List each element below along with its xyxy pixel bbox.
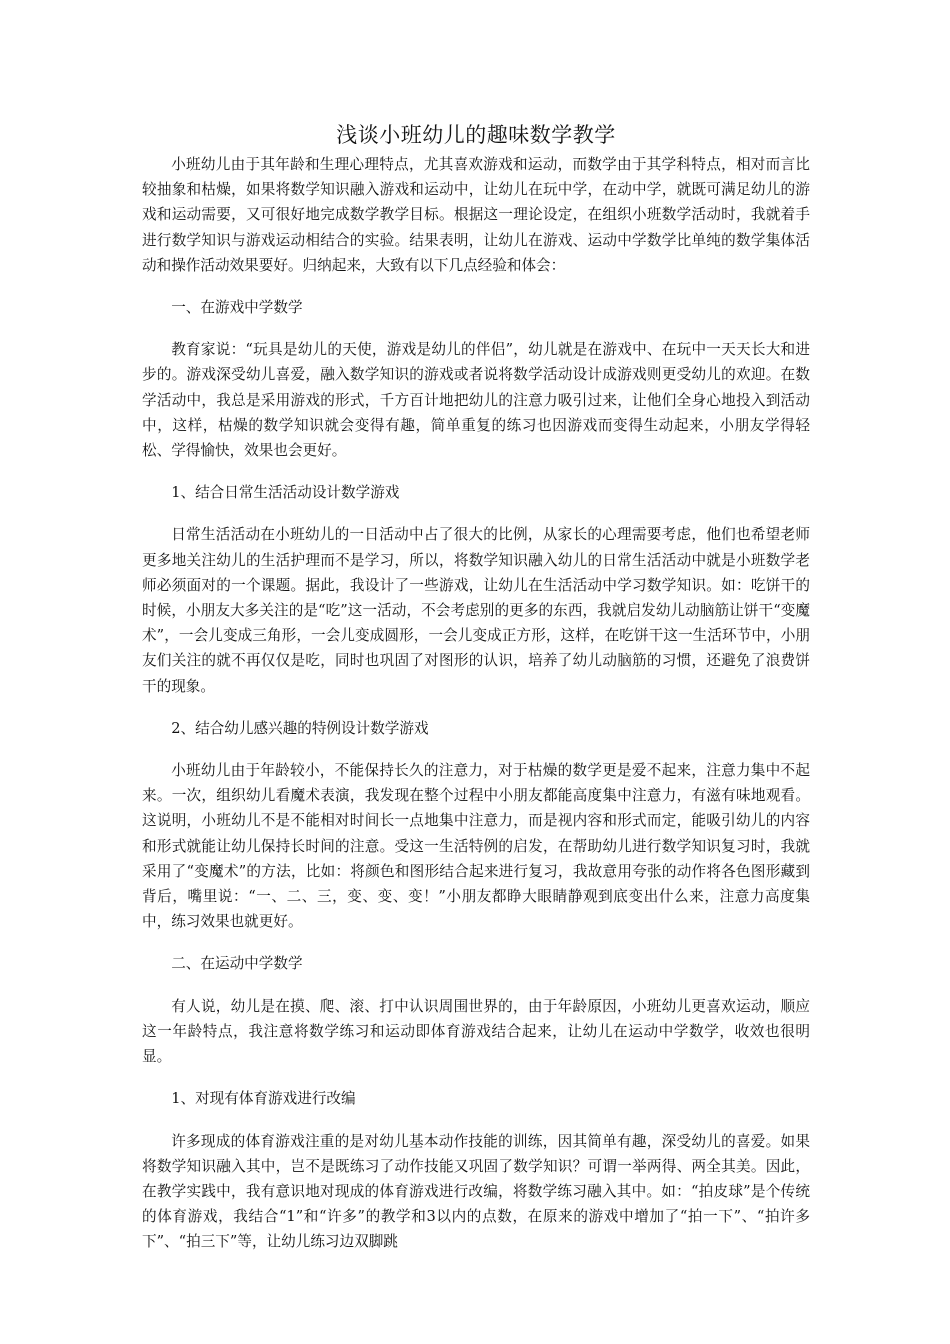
subsection-heading-1-1: 1、结合日常生活活动设计数学游戏 (171, 484, 400, 502)
spacer (142, 699, 810, 716)
spacer (142, 934, 810, 951)
spacer (142, 1069, 810, 1086)
paragraph-intro: 小班幼儿由于其年龄和生理心理特点，尤其喜欢游戏和运动，而数学由于其学科特点，相对而言比较抽象和枯燥，如果将数学知识融入游戏和运动中，让幼儿在玩中学，在动中学，就既可满足幼儿的游戏和运动需要，又可很好地完成数学教学目标。根据这一理论设定，在组织小班数学活动时，我就着手进行数学知识与游戏运动相结合的实验。结果表明，让幼儿在游戏、运动中学数学比单纯的数学集体活动和操作活动效果要好。归纳起来，大致有以下几点经验和体会： (142, 156, 810, 274)
section-heading-2: 二、在运动中学数学 (171, 955, 303, 973)
section-heading-1: 一、在游戏中学数学 (171, 299, 303, 317)
paragraph-daily-life: 日常生活活动在小班幼儿的一日活动中占了很大的比例，从家长的心理需要考虑，他们也希望老师更多地关注幼儿的生活护理而不是学习，所以，将数学知识融入幼儿的日常生活活动中就是小班数学老师必须面对的一个课题。据此，我设计了一些游戏，让幼儿在生活活动中学习数学知识。如：吃饼干的时候，小朋友大多关注的是“吃”这一活动，不会考虑别的更多的东西，我就启发幼儿动脑筋让饼干“变魔术”，一会儿变成三角形，一会儿变成圆形，一会儿变成正方形，这样，在吃饼干这一生活环节中，小朋友们关注的就不再仅仅是吃，同时也巩固了对图形的认识，培养了幼儿动脑筋的习惯，还避免了浪费饼干的现象。 (142, 526, 810, 695)
spacer (142, 278, 810, 295)
document-title: 浅谈小班幼儿的趣味数学教学 (336, 123, 616, 147)
spacer (142, 977, 810, 994)
subsection-heading-2-1: 1、对现有体育游戏进行改编 (171, 1090, 356, 1108)
paragraph-exercise: 有人说，幼儿是在摸、爬、滚、打中认识周围世界的，由于年龄原因，小班幼儿更喜欢运动，顺应这一年龄特点，我注意将数学练习和运动即体育游戏结合起来，让幼儿在运动中学数学，收效也很明显。 (142, 997, 810, 1066)
spacer (142, 1112, 810, 1129)
document-page (142, 118, 810, 1255)
subsection-heading-1-2: 2、结合幼儿感兴趣的特例设计数学游戏 (171, 719, 429, 737)
spacer (142, 463, 810, 480)
paragraph-games: 教育家说：“玩具是幼儿的天使，游戏是幼儿的伴侣”，幼儿就是在游戏中、在玩中一天天长大和进步的。游戏深受幼儿喜爱，融入数学知识的游戏或者说将数学活动设计成游戏则更受幼儿的欢迎。在数学活动中，我总是采用游戏的形式，千方百计地把幼儿的注意力吸引过来，让他们全身心地投入到活动中，这样，枯燥的数学知识就会变得有趣，简单重复的练习也因游戏而变得生动起来，小朋友学得轻松、学得愉快，效果也会更好。 (142, 341, 810, 460)
spacer (142, 741, 810, 758)
paragraph-magic: 小班幼儿由于年龄较小，不能保持长久的注意力，对于枯燥的数学更是爱不起来，注意力集中不起来。一次，组织幼儿看魔术表演，我发现在整个过程中小朋友都能高度集中注意力，有滋有味地观看。这说明，小班幼儿不是不能相对时间长一点地集中注意力，而是视内容和形式而定，能吸引幼儿的内容和形式就能让幼儿保持长时间的注意。受这一生活特例的启发，在帮助幼儿进行数学知识复习时，我就采用了“变魔术”的方法，比如：将颜色和图形结合起来进行复习，我故意用夸张的动作将各色图形藏到背后，嘴里说：“一、二、三，变、变、变！”小朋友都睁大眼睛静观到底变出什么来，注意力高度集中，练习效果也就更好。 (142, 762, 810, 931)
paragraph-sports-games: 许多现成的体育游戏注重的是对幼儿基本动作技能的训练，因其简单有趣，深受幼儿的喜爱。如果将数学知识融入其中，岂不是既练习了动作技能又巩固了数学知识？可谓一举两得、两全其美。因此，在教学实践中，我有意识地对现成的体育游戏进行改编，将数学练习融入其中。如：“拍皮球”是个传统的体育游戏，我结合“1”和“许多”的教学和3以内的点数，在原来的游戏中增加了“拍一下”、“拍许多下”、“拍三下”等，让幼儿练习边双脚跳 (142, 1132, 810, 1251)
spacer (142, 320, 810, 337)
spacer (142, 505, 810, 522)
